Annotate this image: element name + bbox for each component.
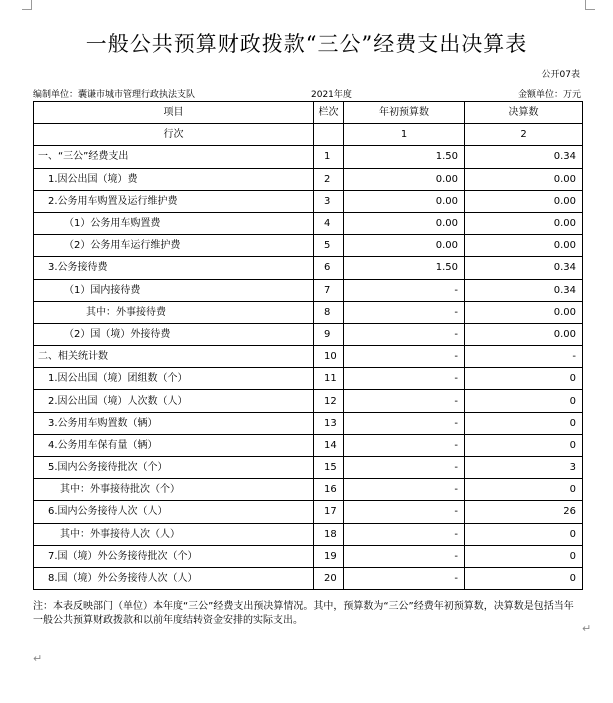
index-col — [314, 124, 344, 146]
row-final: 0.34 — [465, 146, 583, 168]
table-row — [34, 301, 583, 323]
row-item: 其中：外事接待批次（个） — [34, 479, 314, 501]
row-col: 9 — [314, 323, 344, 345]
form-number: 公开07表 — [541, 70, 580, 80]
row-budget: - — [344, 279, 465, 301]
row-final: 0.00 — [465, 323, 583, 345]
table-row — [34, 368, 583, 390]
row-final: 0 — [465, 523, 583, 545]
table-row — [34, 545, 583, 567]
row-item: （2）国（境）外接待费 — [34, 323, 314, 345]
row-col: 16 — [314, 479, 344, 501]
header-final: 决算数 — [465, 102, 583, 124]
row-final: 0 — [465, 567, 583, 589]
index-final: 2 — [465, 124, 583, 146]
row-item: 7.国（境）外公务接待批次（个） — [34, 545, 314, 567]
row-final: 0 — [465, 479, 583, 501]
row-budget: - — [344, 368, 465, 390]
table-row — [34, 257, 583, 279]
row-col: 20 — [314, 567, 344, 589]
row-item: 8.国（境）外公务接待人次（人） — [34, 567, 314, 589]
table-row — [34, 279, 583, 301]
row-col: 14 — [314, 434, 344, 456]
table-row — [34, 434, 583, 456]
row-budget: 1.50 — [344, 257, 465, 279]
table-row — [34, 457, 583, 479]
row-final: 0.00 — [465, 212, 583, 234]
expenditure-table — [33, 101, 583, 590]
row-final: 0 — [465, 434, 583, 456]
row-item: 4.公务用车保有量（辆） — [34, 434, 314, 456]
row-budget: - — [344, 479, 465, 501]
index-budget: 1 — [344, 124, 465, 146]
row-final: 0 — [465, 412, 583, 434]
row-item: （1）国内接待费 — [34, 279, 314, 301]
row-item: 2.因公出国（境）人次数（人） — [34, 390, 314, 412]
table-row — [34, 523, 583, 545]
paragraph-mark: ↵ — [582, 622, 592, 635]
table-row — [34, 390, 583, 412]
row-item: 二、相关统计数 — [34, 346, 314, 368]
table-row — [34, 567, 583, 589]
row-budget: - — [344, 323, 465, 345]
row-col: 3 — [314, 190, 344, 212]
header-item: 项目 — [34, 102, 314, 124]
table-row — [34, 235, 583, 257]
table-row — [34, 479, 583, 501]
reporting-unit: 编制单位：囊谦市城市管理行政执法支队 — [33, 90, 196, 100]
row-budget: - — [344, 501, 465, 523]
row-col: 17 — [314, 501, 344, 523]
table-row — [34, 323, 583, 345]
row-col: 8 — [314, 301, 344, 323]
corner-crop-mark-right — [585, 0, 595, 10]
table-header-row — [34, 102, 583, 124]
row-budget: 0.00 — [344, 190, 465, 212]
row-col: 11 — [314, 368, 344, 390]
row-final: 0.00 — [465, 235, 583, 257]
table-row — [34, 412, 583, 434]
report-meta — [33, 87, 581, 99]
row-budget: 0.00 — [344, 212, 465, 234]
table-row — [34, 501, 583, 523]
row-item: 6.国内公务接待人次（人） — [34, 501, 314, 523]
row-budget: - — [344, 567, 465, 589]
money-unit: 金额单位：万元 — [517, 90, 581, 100]
row-col: 1 — [314, 146, 344, 168]
row-item: 1.因公出国（境）团组数（个） — [34, 368, 314, 390]
row-col: 13 — [314, 412, 344, 434]
row-col: 19 — [314, 545, 344, 567]
row-budget: 1.50 — [344, 146, 465, 168]
row-budget: - — [344, 545, 465, 567]
table-row — [34, 212, 583, 234]
row-budget: - — [344, 523, 465, 545]
row-final: 0.00 — [465, 190, 583, 212]
page-title: 一般公共预算财政拨款“三公”经费支出决算表 — [85, 32, 528, 56]
report-year: 2021年度 — [311, 90, 352, 100]
footnote: 注：本表反映部门（单位）本年度“三公”经费支出预决算情况。其中，预算数为“三公”经费年初预算数，决算数是包括当年一般公共预算财政拨款和以前年度结转资金安排的实际支出。 — [33, 601, 574, 626]
row-item: （2）公务用车运行维护费 — [34, 235, 314, 257]
row-budget: - — [344, 457, 465, 479]
row-budget: 0.00 — [344, 235, 465, 257]
row-item: （1）公务用车购置费 — [34, 212, 314, 234]
table-body — [34, 146, 583, 590]
corner-crop-mark-left — [22, 0, 32, 10]
table-row — [34, 168, 583, 190]
row-final: 3 — [465, 457, 583, 479]
row-item: 1.因公出国（境）费 — [34, 168, 314, 190]
row-item: 一、“三公”经费支出 — [34, 146, 314, 168]
row-final: 0.34 — [465, 257, 583, 279]
row-col: 7 — [314, 279, 344, 301]
index-item: 行次 — [34, 124, 314, 146]
row-budget: - — [344, 412, 465, 434]
row-col: 5 — [314, 235, 344, 257]
row-col: 18 — [314, 523, 344, 545]
row-item: 3.公务接待费 — [34, 257, 314, 279]
row-final: 26 — [465, 501, 583, 523]
table-row — [34, 346, 583, 368]
row-budget: - — [344, 301, 465, 323]
row-col: 2 — [314, 168, 344, 190]
row-col: 12 — [314, 390, 344, 412]
row-budget: - — [344, 434, 465, 456]
row-col: 15 — [314, 457, 344, 479]
row-final: 0 — [465, 545, 583, 567]
paragraph-mark: ↵ — [33, 652, 43, 665]
row-final: 0.00 — [465, 301, 583, 323]
table-row — [34, 146, 583, 168]
header-budget: 年初预算数 — [344, 102, 465, 124]
row-item: 其中：外事接待人次（人） — [34, 523, 314, 545]
row-budget: 0.00 — [344, 168, 465, 190]
row-item: 2.公务用车购置及运行维护费 — [34, 190, 314, 212]
table-index-row — [34, 124, 583, 146]
row-final: 0 — [465, 368, 583, 390]
row-budget: - — [344, 346, 465, 368]
row-col: 4 — [314, 212, 344, 234]
row-final: 0.34 — [465, 279, 583, 301]
row-budget: - — [344, 390, 465, 412]
row-final: 0 — [465, 390, 583, 412]
table-row — [34, 190, 583, 212]
row-final: 0.00 — [465, 168, 583, 190]
row-item: 3.公务用车购置数（辆） — [34, 412, 314, 434]
row-col: 10 — [314, 346, 344, 368]
row-item: 5.国内公务接待批次（个） — [34, 457, 314, 479]
row-final: - — [465, 346, 583, 368]
header-col: 栏次 — [314, 102, 344, 124]
row-item: 其中：外事接待费 — [34, 301, 314, 323]
row-col: 6 — [314, 257, 344, 279]
